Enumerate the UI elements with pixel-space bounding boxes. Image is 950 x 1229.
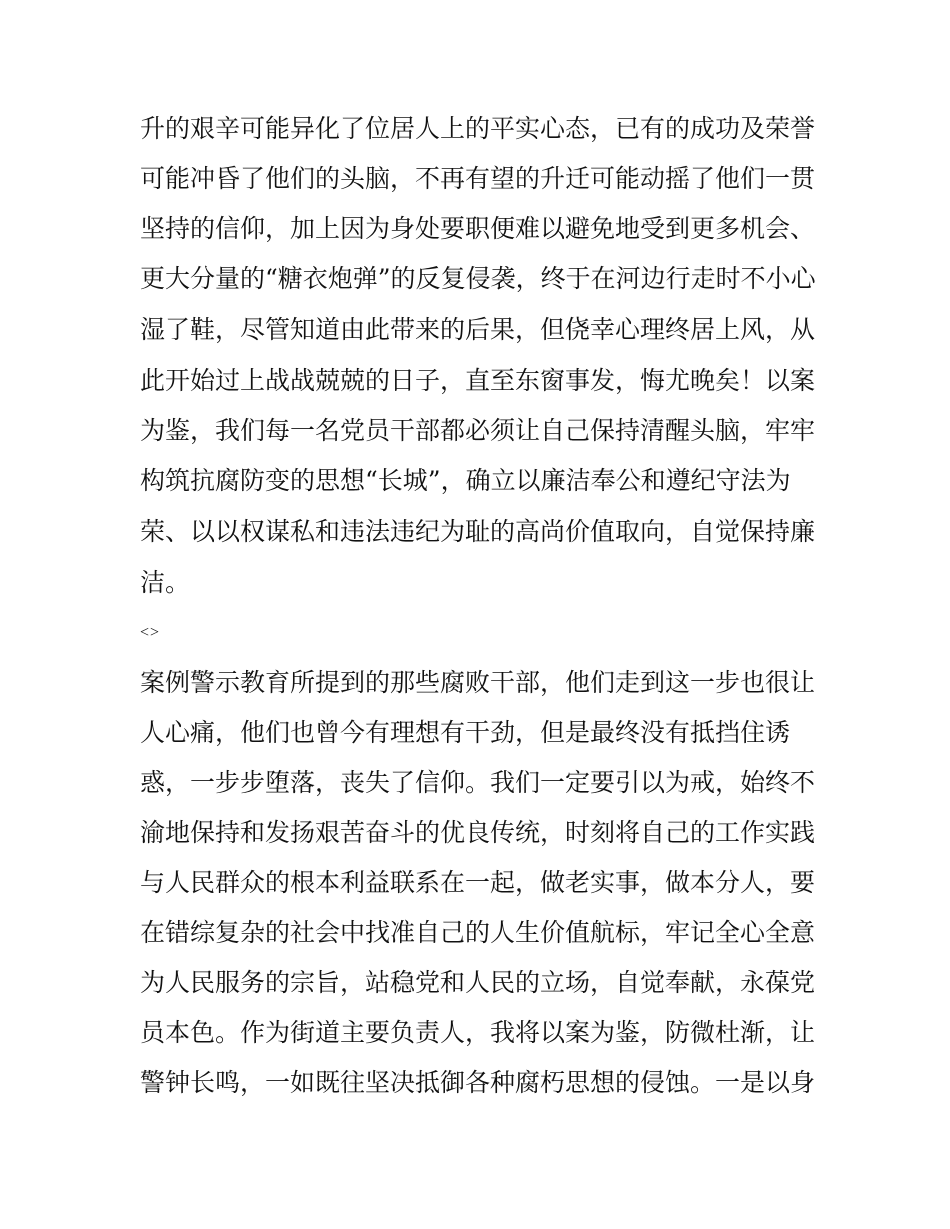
paragraph-2-line-3: 惑，一步步堕落，丧失了信仰。我们一定要引以为戒，始终不	[140, 768, 816, 797]
paragraph-2-line-8: 员本色。作为街道主要负责人，我将以案为鉴，防微杜渐，让	[140, 1018, 816, 1047]
paragraph-1-line-3: 坚持的信仰，加上因为身处要职便难以避免地受到更多机会、	[140, 214, 816, 243]
paragraph-2-line-9: 警钟长鸣，一如既往坚决抵御各种腐朽思想的侵蚀。一是以身	[140, 1068, 816, 1097]
paragraph-1-line-8: 构筑抗腐防变的思想“长城”，确立以廉洁奉公和遵纪守法为	[140, 466, 791, 495]
paragraph-1-line-5: 湿了鞋，尽管知道由此带来的后果，但侥幸心理终居上风，从	[140, 315, 816, 344]
paragraph-2-line-6: 在错综复杂的社会中找准自己的人生价值航标，牢记全心全意	[140, 918, 816, 947]
paragraph-1-line-6: 此开始过上战战兢兢的日子，直至东窗事发，悔尤晚矣！以案	[140, 366, 816, 395]
paragraph-1-line-9: 荣、以以权谋私和违法违纪为耻的高尚价值取向，自觉保持廉	[140, 517, 816, 546]
paragraph-2-line-5: 与人民群众的根本利益联系在一起，做老实事，做本分人，要	[140, 868, 816, 897]
paragraph-1-line-7: 为鉴，我们每一名党员干部都必须让自己保持清醒头脑，牢牢	[140, 416, 816, 445]
paragraph-2-line-1: 案例警示教育所提到的那些腐败干部，他们走到这一步也很让	[140, 668, 816, 697]
paragraph-2-line-7: 为人民服务的宗旨，站稳党和人民的立场，自觉奉献，永葆党	[140, 968, 816, 997]
paragraph-1-line-2: 可能冲昏了他们的头脑，不再有望的升迁可能动摇了他们一贯	[140, 164, 816, 193]
section-separator: <>	[140, 624, 161, 641]
paragraph-2-line-4: 渝地保持和发扬艰苦奋斗的优良传统，时刻将自己的工作实践	[140, 818, 816, 847]
paragraph-1-line-10: 洁。	[140, 568, 191, 597]
paragraph-2-line-2: 人心痛，他们也曾今有理想有干劲，但是最终没有抵挡住诱	[140, 718, 791, 747]
paragraph-1-line-4: 更大分量的“糖衣炮弹”的反复侵袭，终于在河边行走时不小心	[140, 264, 816, 293]
paragraph-1-line-1: 升的艰辛可能异化了位居人上的平实心态，已有的成功及荣誉	[140, 114, 816, 143]
